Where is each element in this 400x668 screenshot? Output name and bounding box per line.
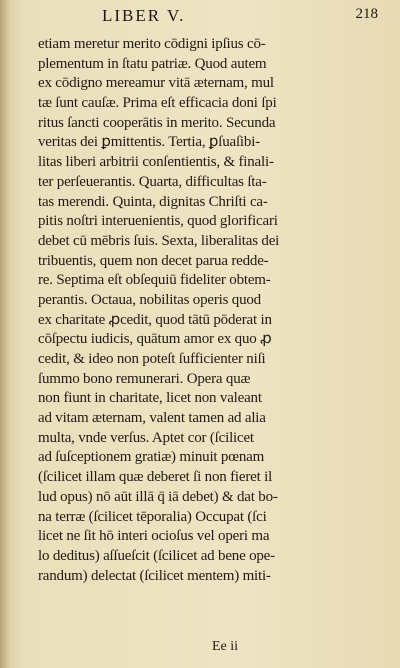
page-header bbox=[22, 4, 382, 30]
text-line: re. Septima eſt obſequiū fideliter obtem- bbox=[38, 272, 271, 289]
text-line: ad vitam æternam, valent tamen ad alia bbox=[38, 410, 266, 427]
text-line: tribuentis, quem non decet parua redde- bbox=[38, 252, 269, 269]
text-line: pitis noſtri interuenientis, quod glorificari bbox=[38, 213, 278, 230]
text-line: ritus ſancti cooperātis in merito. Secunda bbox=[38, 114, 276, 131]
text-line: tæ ſunt cauſæ. Prima eſt efficacia doni ſpi bbox=[38, 95, 277, 112]
page-gutter-shadow bbox=[0, 0, 10, 668]
running-head: LIBER V. bbox=[102, 6, 186, 25]
text-line: tas merendi. Quinta, dignitas Chriſti ca- bbox=[38, 193, 268, 210]
text-line: lo deditus) aſſueſcit (ſcilicet ad bene ope- bbox=[38, 547, 275, 564]
text-line: (ſcilicet illam quæ deberet ſi non fieret il bbox=[38, 469, 273, 486]
text-line: plementum in ſtatu patriæ. Quod autem bbox=[38, 55, 267, 72]
text-line: randum) delectat (ſcilicet mentem) miti- bbox=[38, 567, 271, 584]
text-line: ex charitate ꝓcedit, quod tātū pōderat in bbox=[38, 311, 272, 328]
text-line: veritas dei ꝑmittentis. Tertia, ꝑſuaſibi- bbox=[38, 134, 260, 151]
text-line: ſummo bono remunerari. Opera quæ bbox=[38, 370, 251, 387]
text-line: lud opus) nō aūt illā q̄ iā debet) & dat bo- bbox=[38, 488, 278, 505]
text-line: ex cōdigno mereamur vitā æternam, mul bbox=[38, 75, 274, 92]
text-line: na terræ (ſcilicet tēporalia) Occupat (ſci bbox=[38, 508, 267, 525]
text-line: etiam meretur merito cōdigni ipſius cō- bbox=[38, 36, 266, 52]
text-line: licet ne ſit hō interi ocioſus vel operi ma bbox=[38, 528, 270, 545]
text-line: cedit, & ideo non poteſt ſufficienter niſi bbox=[38, 351, 266, 367]
page-number: 218 bbox=[355, 6, 378, 22]
body-text bbox=[38, 35, 383, 586]
text-line: ter perſeuerantis. Quarta, difficultas ſta- bbox=[38, 173, 267, 190]
text-line: litas liberi arbitrii conſentientis, & finali- bbox=[38, 154, 274, 171]
text-line: ad ſuſceptionem gratiæ) minuit pœnam bbox=[38, 449, 265, 466]
text-line: multa, vnde verſus. Aptet cor (ſcilicet bbox=[38, 429, 254, 446]
text-line: perantis. Octaua, nobilitas operis quod bbox=[38, 291, 261, 308]
text-line: cōſpectu iudicis, quātum amor ex quo ꝓ bbox=[38, 331, 272, 348]
text-line: debet cū mēbris ſuis. Sexta, liberalitas dei bbox=[38, 232, 280, 249]
signature-mark: Ee ii bbox=[212, 639, 239, 654]
text-line: non fiunt in charitate, licet non valeant bbox=[38, 390, 262, 407]
